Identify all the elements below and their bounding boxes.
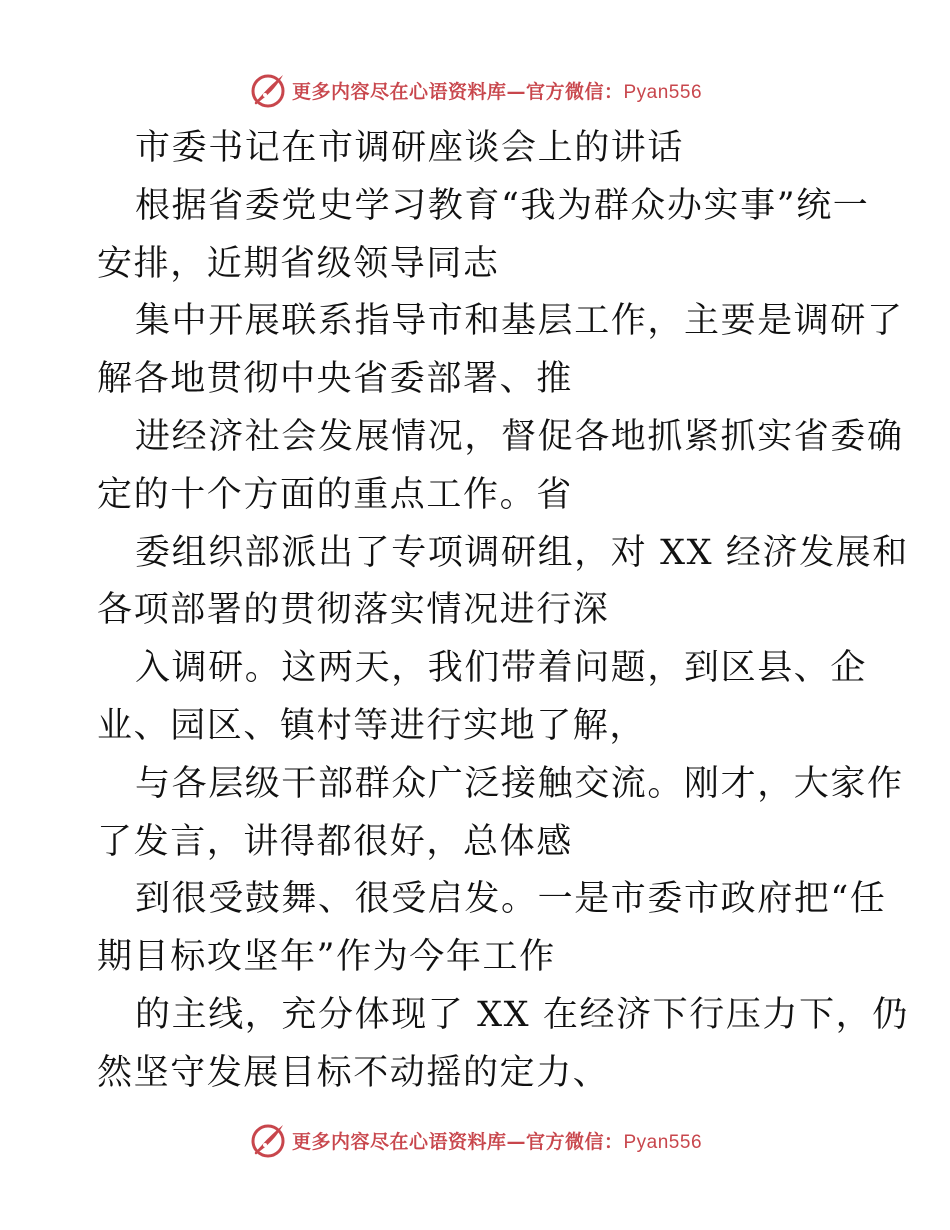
paragraph-line: 委组织部派出了专项调研组，对 XX 经济发展和 <box>135 532 909 573</box>
paragraph-line: 各项部署的贯彻落实情况进行深 <box>97 590 610 631</box>
document-body <box>97 120 909 1103</box>
header-banner-content <box>248 70 702 110</box>
paragraph-line: 入调研。这两天，我们带着问题，到区县、企 <box>135 648 868 689</box>
paragraph-line: 根据省委党史学习教育“我为群众办实事”统一 <box>135 185 870 226</box>
paragraph-line: 然坚守发展目标不动摇的定力、 <box>97 1052 610 1093</box>
paragraph-line: 与各层级干部群众广泛接触交流。刚才，大家作 <box>135 763 904 804</box>
paragraph-line: 的主线，充分体现了 XX 在经济下行压力下，仍 <box>135 994 909 1035</box>
paragraph-line: 安排，近期省级领导同志 <box>97 243 500 284</box>
paragraph-line: 了发言，讲得都很好，总体感 <box>97 821 573 862</box>
paragraph-line: 期目标攻坚年”作为今年工作 <box>97 937 556 978</box>
wechat-id: Pyan556 <box>623 1131 703 1153</box>
feather-pen-logo-icon <box>248 1120 288 1160</box>
paragraph-line: 到很受鼓舞、很受启发。一是市委市政府把“任 <box>135 879 887 920</box>
paragraph-line: 定的十个方面的重点工作。省 <box>97 474 573 515</box>
footer-banner <box>0 1118 950 1162</box>
document-title: 市委书记在市调研座谈会上的讲话 <box>135 128 685 168</box>
paragraph-line: 进经济社会发展情况，督促各地抓紧抓实省委确 <box>135 416 904 457</box>
paragraph-line: 业、园区、镇村等进行实地了解， <box>97 705 647 746</box>
wechat-id: Pyan556 <box>623 81 703 103</box>
banner-text: 更多内容尽在心语资料库—官方微信：Pyan556 <box>291 1130 703 1153</box>
paragraph-line: 解各地贯彻中央省委部署、推 <box>97 359 573 400</box>
banner-text: 更多内容尽在心语资料库—官方微信：Pyan556 <box>291 80 703 103</box>
paragraph-line: 集中开展联系指导市和基层工作，主要是调研了 <box>135 301 904 342</box>
header-banner <box>0 68 950 112</box>
feather-pen-logo-icon <box>248 70 288 110</box>
footer-banner-content <box>248 1120 702 1160</box>
